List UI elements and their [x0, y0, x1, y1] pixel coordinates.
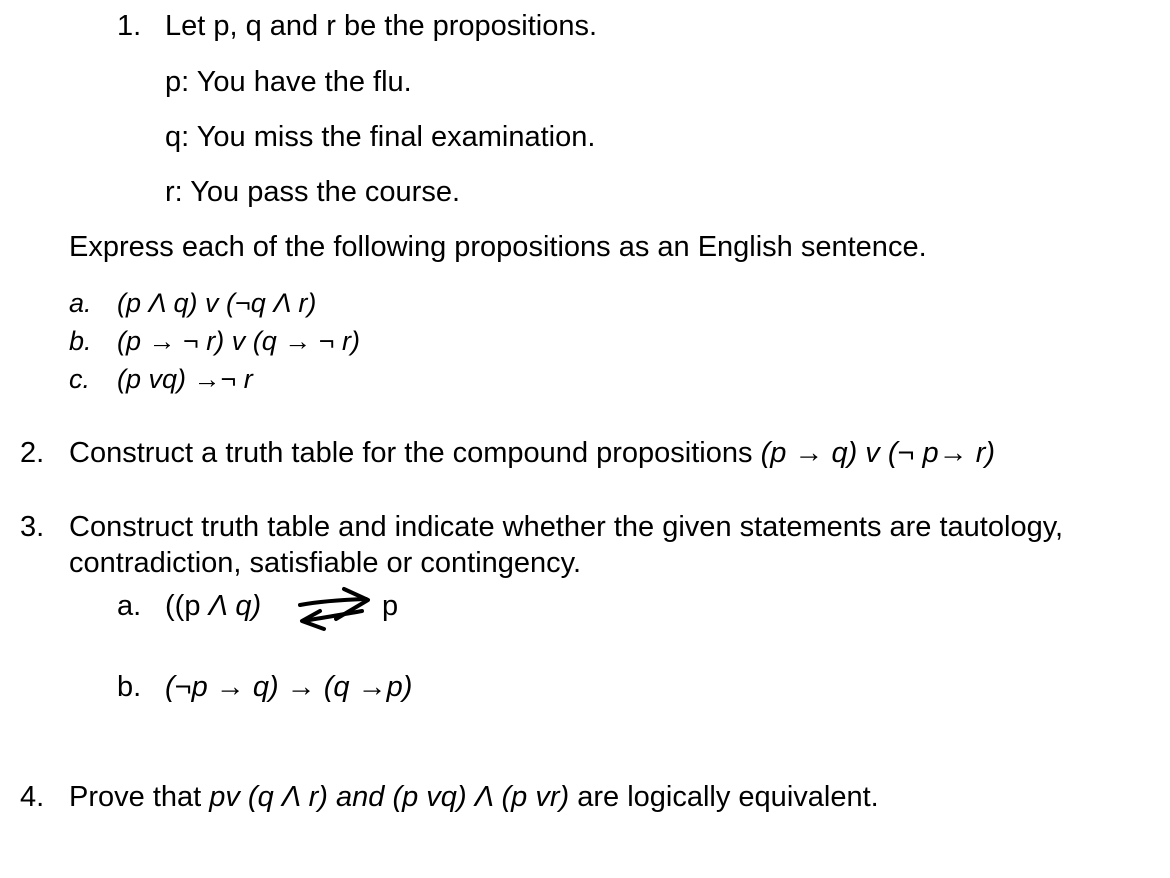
q1-number: 1. — [117, 10, 142, 42]
q4-expr: pᴠ (q Λ r) and (p ᴠq) Λ (p ᴠr) — [209, 781, 570, 813]
q1-item-expr-a: (p Λ q) ᴠ (¬q Λ r) — [117, 288, 317, 318]
q1-item-label-c: c. — [69, 364, 91, 394]
q4-number: 4. — [20, 781, 45, 813]
q3-item-expr-b: (¬p → q) → (q →p) — [165, 671, 413, 703]
proposition-r: r: You pass the course. — [165, 176, 461, 208]
q1-intro: Let p, q and r be the propositions. — [165, 10, 598, 42]
q4-body — [69, 783, 879, 812]
q3-expr-a-end: p — [382, 590, 399, 622]
q3-line2: contradiction, satisfiable or contingency. — [69, 547, 582, 579]
q1-item-label-a: a. — [69, 288, 92, 318]
q3-expr-a-italic: Λ q) — [208, 590, 262, 622]
q3-expr-a-start: ((p — [165, 590, 209, 622]
q1-item-expr-b: (p → ¬ r) ᴠ (q → ¬ r) — [117, 326, 361, 356]
q3-item-label-b: b. — [117, 671, 142, 703]
q2-number: 2. — [20, 437, 45, 469]
q4-text-end: are logically equivalent. — [569, 781, 879, 813]
q1-item-label-b: b. — [69, 326, 92, 356]
proposition-q: q: You miss the final examination. — [165, 121, 596, 153]
handwritten-implication-arrow-icon — [296, 583, 376, 635]
q2-text: Construct a truth table for the compound propositions — [69, 437, 761, 469]
q3-number: 3. — [20, 511, 45, 543]
q3-item-expr-a — [165, 592, 261, 621]
q3-item-label-a: a. — [117, 590, 142, 622]
q1-instruction: Express each of the following propositions as an English sentence. — [69, 231, 927, 263]
q3-line1: Construct truth table and indicate whether the given statements are tautology, — [69, 511, 1064, 543]
q2-expr: (p → q) ᴠ (¬ p→ r) — [760, 437, 996, 469]
proposition-p: p: You have the flu. — [165, 66, 412, 98]
q2-body — [69, 439, 995, 468]
q4-text-start: Prove that — [69, 781, 210, 813]
q1-item-expr-c: (p ᴠq) →¬ r — [117, 364, 253, 394]
